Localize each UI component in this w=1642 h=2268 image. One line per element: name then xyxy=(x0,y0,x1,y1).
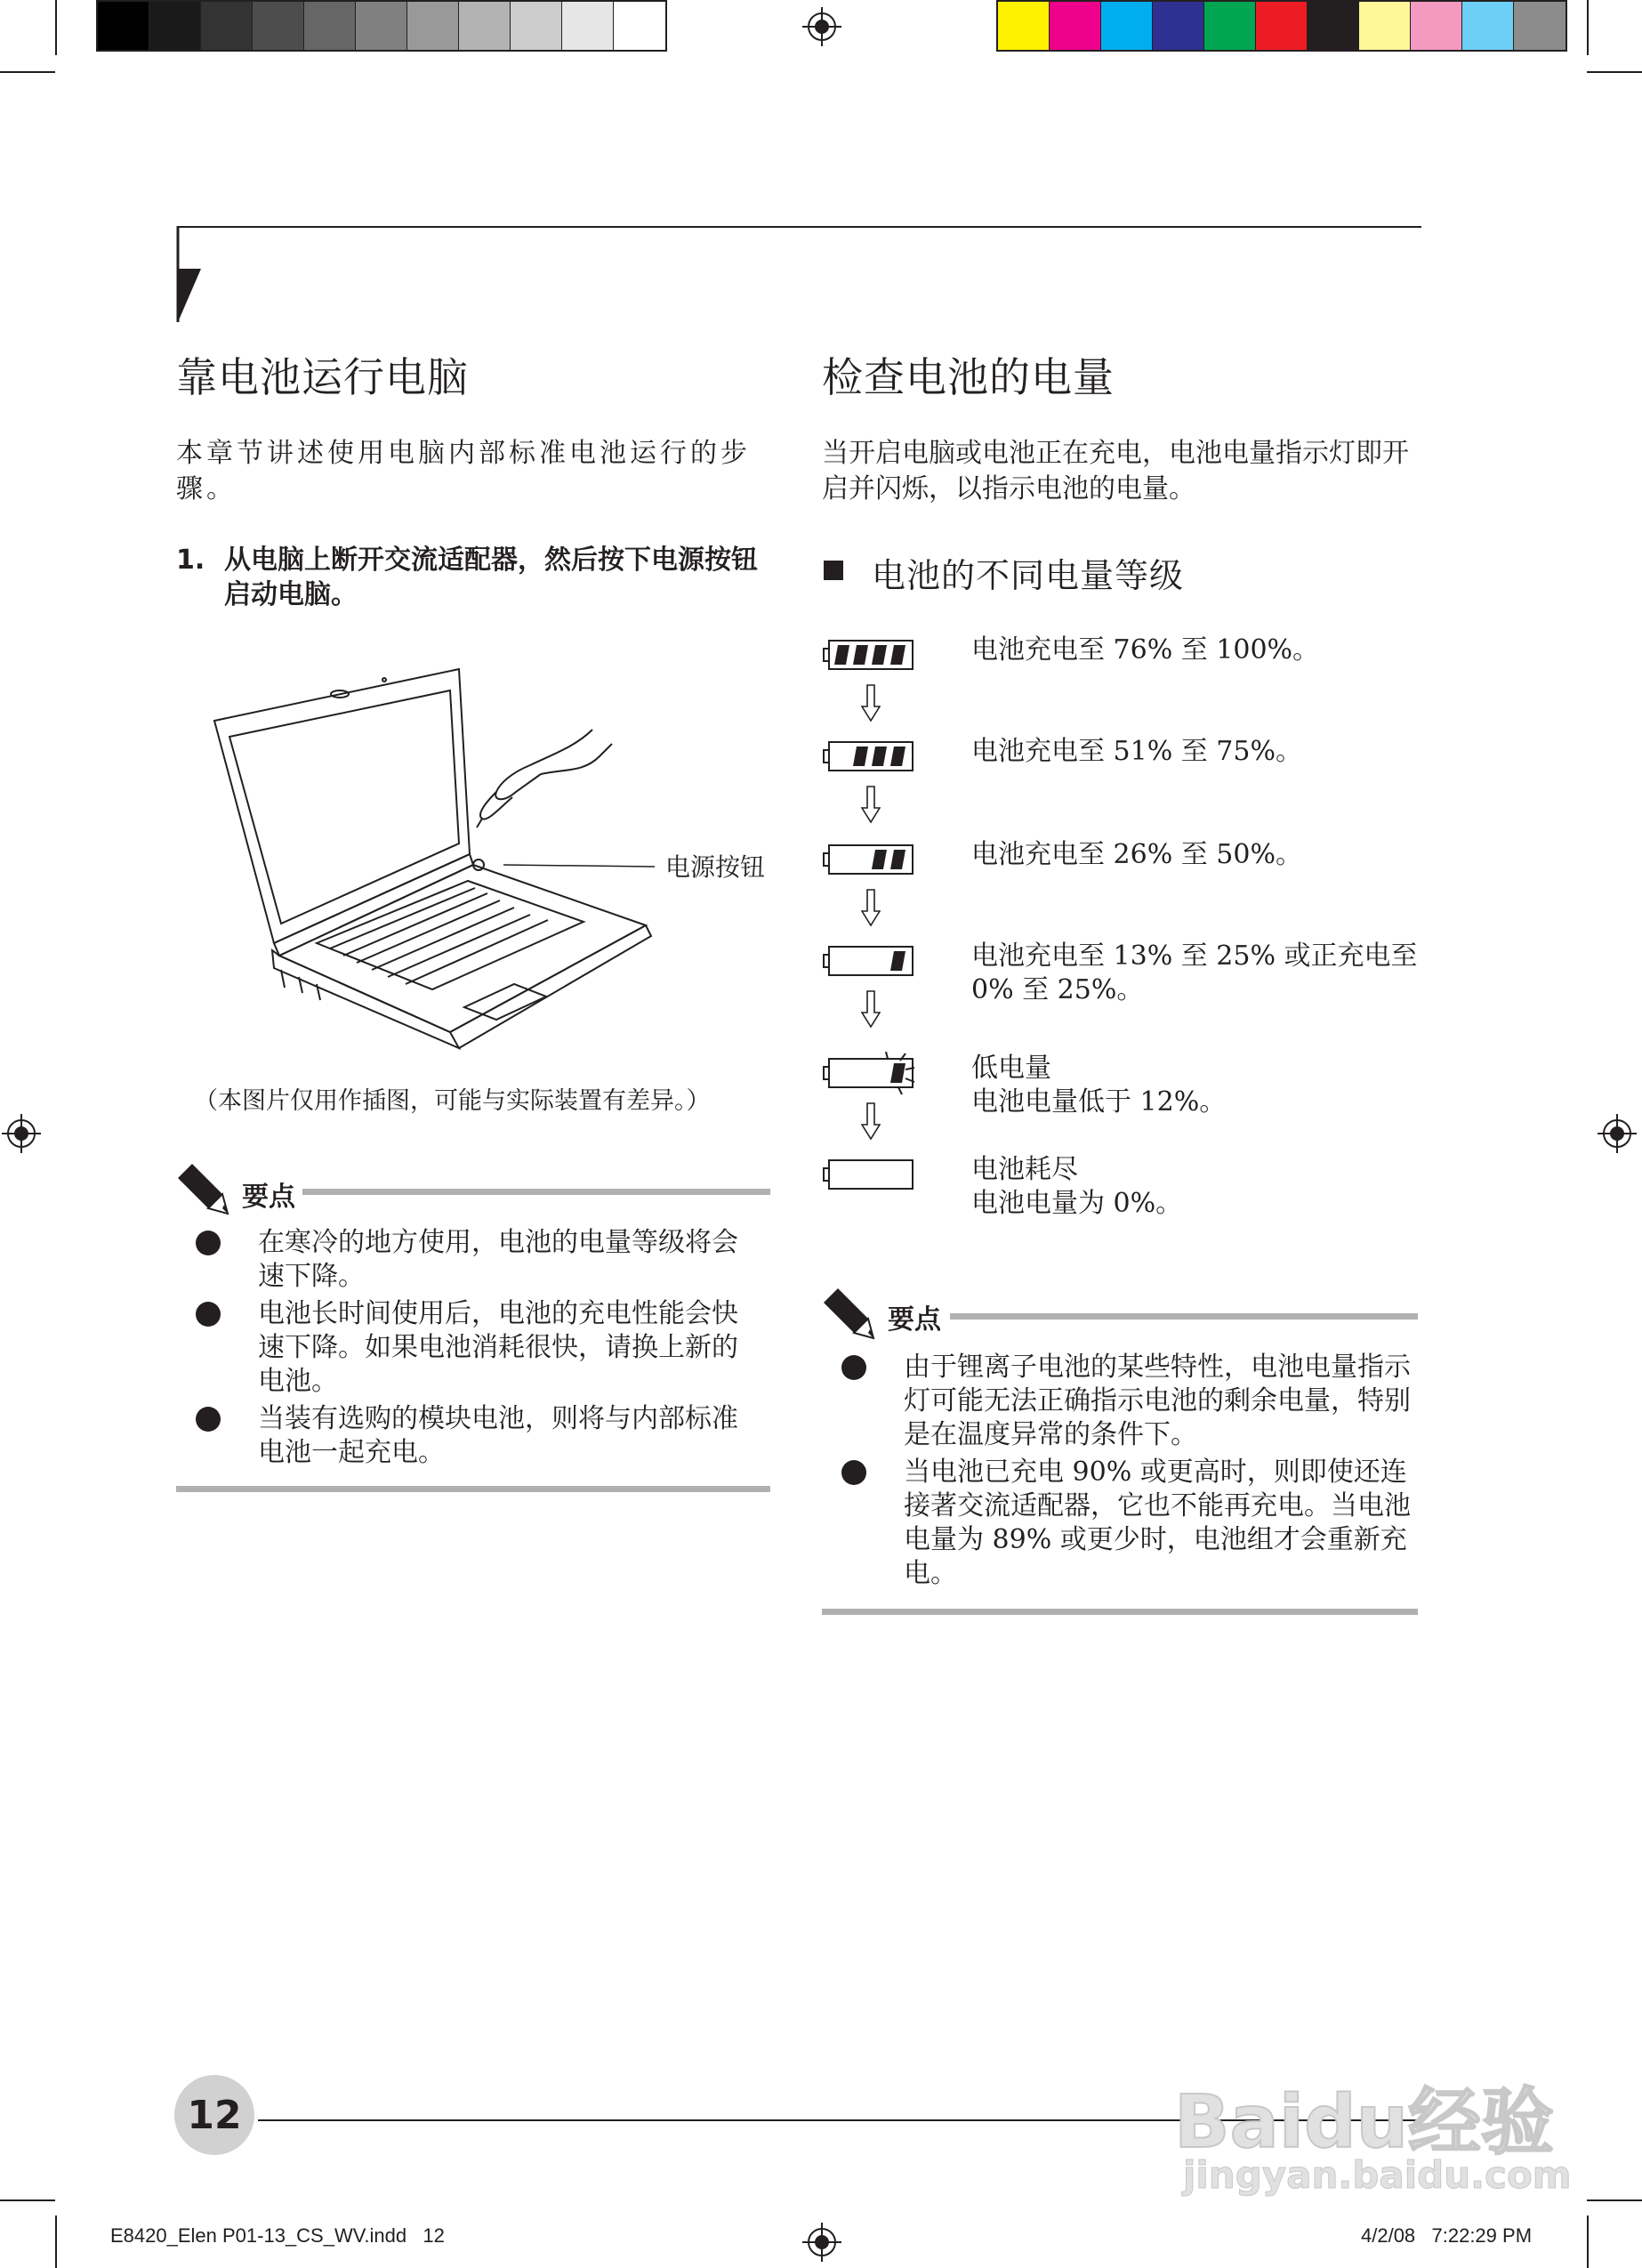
bullet-icon xyxy=(196,1231,221,1255)
color-swatch xyxy=(998,2,1050,50)
grayscale-color-bar xyxy=(96,0,667,52)
crop-mark xyxy=(1587,71,1642,73)
figure-caption: （本图片仅用作插图，可能与实际装置有差异。） xyxy=(194,1087,711,1115)
battery-bar xyxy=(853,645,868,665)
battery-level-label: 电池耗尽 电池电量为 0%。 xyxy=(971,1154,1183,1219)
page-title-right: 检查电池的电量 xyxy=(822,353,1115,401)
battery-bar xyxy=(872,850,887,869)
battery-bar xyxy=(853,747,868,766)
battery-level-label: 电池充电至 13% 至 25% 或正充电至 0% 至 25%。 xyxy=(971,940,1418,1005)
color-swatch xyxy=(98,2,149,50)
battery-level-label: 电池充电至 26% 至 50%。 xyxy=(971,839,1302,870)
battery-bar xyxy=(872,645,887,665)
note-item xyxy=(841,1351,1411,1452)
battery-icon xyxy=(822,634,920,678)
note-item-text: 当电池已充电 90% 或更高时，则即使还连接著交流适配器，它也不能再充电。当电池电量为 89% 或更少时，电池组才会重新充电。 xyxy=(904,1457,1411,1589)
registration-mark-icon xyxy=(2,1114,41,1153)
bullet-icon xyxy=(841,1460,866,1485)
right-note-top-rule xyxy=(950,1313,1418,1320)
print-timestamp: 4/2/08 7:22:29 PM xyxy=(1361,2224,1533,2247)
watermark-logo: Baidu经验 xyxy=(1174,2080,1555,2165)
down-arrow-icon xyxy=(861,888,881,927)
down-arrow-icon xyxy=(861,683,881,722)
pencil-icon xyxy=(176,1162,229,1215)
page-number: 12 xyxy=(187,2093,242,2138)
file-slug: E8420_Elen P01-13_CS_WV.indd 12 xyxy=(110,2224,445,2247)
color-swatch xyxy=(1359,2,1411,50)
color-swatch xyxy=(1153,2,1204,50)
battery-bar xyxy=(890,1063,906,1083)
color-swatch xyxy=(253,2,304,50)
note-item-text: 电池长时间使用后，电池的充电性能会快速下降。如果电池消耗很快，请换上新的电池。 xyxy=(258,1298,738,1397)
battery-icon xyxy=(822,1153,920,1198)
color-swatch xyxy=(407,2,459,50)
left-note-bottom-rule xyxy=(176,1486,770,1492)
color-swatch xyxy=(1256,2,1308,50)
color-swatch xyxy=(201,2,253,50)
down-arrow-icon xyxy=(861,785,881,824)
registration-mark-icon xyxy=(802,7,841,46)
down-arrow-icon xyxy=(861,1102,881,1141)
battery-bar xyxy=(890,645,906,665)
power-button-callout: 电源按钮 xyxy=(665,852,766,882)
note-item-text: 在寒冷的地方使用，电池的电量等级将会速下降。 xyxy=(258,1227,738,1292)
battery-bar xyxy=(890,850,906,869)
crop-mark xyxy=(55,2216,57,2268)
battery-icon xyxy=(822,1052,920,1096)
battery-level-label: 电池充电至 51% 至 75%。 xyxy=(971,736,1302,767)
right-note-title: 要点 xyxy=(888,1304,941,1336)
battery-levels-subheading: 电池的不同电量等级 xyxy=(872,556,1185,595)
note-item-text: 由于锂离子电池的某些特性，电池电量指示灯可能无法正确指示电池的剩余电量，特别是在温度异常的条件下。 xyxy=(904,1352,1411,1450)
color-swatch xyxy=(562,2,614,50)
watermark-url: jingyan.baidu.com xyxy=(1183,2153,1572,2197)
registration-mark-icon xyxy=(802,2223,841,2262)
battery-icon xyxy=(822,940,920,984)
bullet-icon xyxy=(196,1302,221,1327)
bullet-icon xyxy=(841,1355,866,1380)
color-swatch xyxy=(149,2,201,50)
bullet-icon xyxy=(196,1407,221,1432)
note-item xyxy=(196,1226,758,1294)
color-swatch xyxy=(1101,2,1153,50)
registration-mark-icon xyxy=(1598,1114,1637,1153)
battery-bar xyxy=(872,747,887,766)
crop-mark xyxy=(1587,2199,1642,2201)
down-arrow-icon xyxy=(861,989,881,1029)
color-swatch xyxy=(1514,2,1566,50)
color-swatch xyxy=(356,2,407,50)
step-number: 1. xyxy=(176,545,205,576)
color-swatch xyxy=(511,2,562,50)
note-item xyxy=(196,1402,758,1470)
page-title-left: 靠电池运行电脑 xyxy=(176,353,469,401)
color-swatch xyxy=(1308,2,1359,50)
subheading-bullet xyxy=(824,561,843,580)
battery-level-label: 电池充电至 76% 至 100%。 xyxy=(971,634,1320,666)
left-intro: 本章节讲述使用电脑内部标准电池运行的步骤。 xyxy=(176,438,751,504)
battery-icon xyxy=(822,838,920,883)
color-swatch xyxy=(304,2,356,50)
crop-mark xyxy=(0,71,55,73)
battery-bar xyxy=(890,747,906,766)
header-bracket xyxy=(176,224,1421,324)
color-swatch xyxy=(1204,2,1256,50)
note-item xyxy=(841,1456,1411,1591)
color-swatch xyxy=(614,2,665,50)
right-intro: 当开启电脑或电池正在充电，电池电量指示灯即开启并闪烁，以指示电池的电量。 xyxy=(822,438,1409,504)
process-color-bar xyxy=(996,0,1567,52)
right-note-list xyxy=(841,1351,1411,1594)
battery-level-label: 低电量 电池电量低于 12%。 xyxy=(971,1053,1227,1118)
pencil-icon xyxy=(822,1287,875,1340)
battery-bar xyxy=(834,645,849,665)
battery-icon xyxy=(822,735,920,779)
battery-bar xyxy=(890,951,906,971)
left-note-top-rule xyxy=(302,1189,770,1195)
left-note-list xyxy=(196,1226,758,1473)
left-note-title: 要点 xyxy=(242,1182,295,1213)
color-swatch xyxy=(1411,2,1462,50)
crop-mark xyxy=(0,2199,55,2201)
color-swatch xyxy=(459,2,511,50)
color-swatch xyxy=(1050,2,1101,50)
right-note-bottom-rule xyxy=(822,1609,1418,1615)
crop-mark xyxy=(1587,0,1589,55)
note-item xyxy=(196,1297,758,1399)
step-text: 从电脑上断开交流适配器，然后按下电源按钮启动电脑。 xyxy=(224,545,758,610)
color-swatch xyxy=(1462,2,1514,50)
note-item-text: 当装有选购的模块电池，则将与内部标准电池一起充电。 xyxy=(258,1403,738,1468)
crop-mark xyxy=(1587,2216,1589,2268)
crop-mark xyxy=(55,0,57,55)
